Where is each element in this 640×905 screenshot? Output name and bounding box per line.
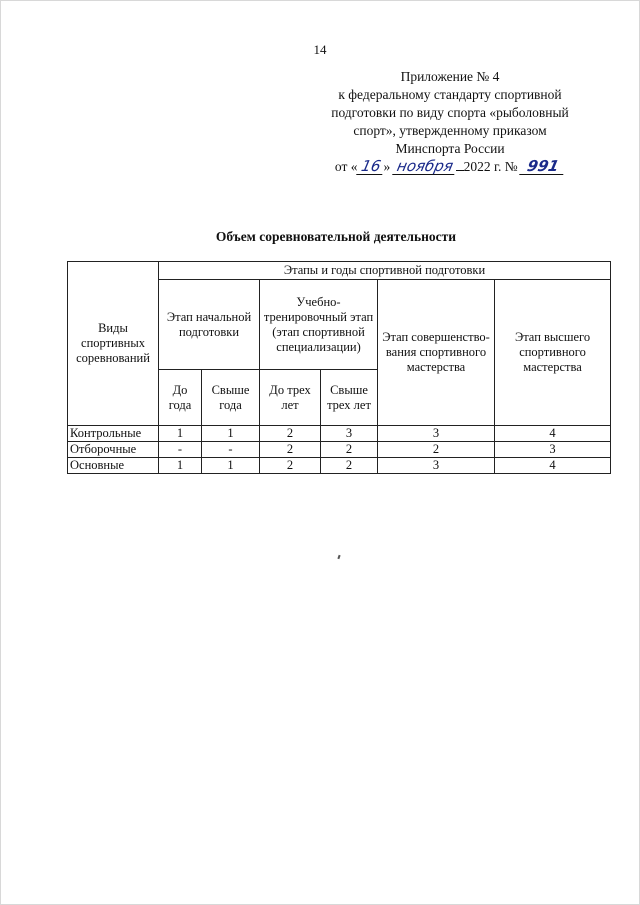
sub-header-over-year: Свыше года: [202, 370, 260, 426]
table-cell: 4: [495, 426, 611, 442]
annex-line: к федеральному стандарту спортивной: [338, 87, 562, 102]
table-cell: 3: [321, 426, 378, 442]
annex-date-line: [300, 158, 600, 176]
table-cell: 4: [495, 458, 611, 474]
table-cell: 3: [495, 442, 611, 458]
sub-header-over-three: Свыше трех лет: [321, 370, 378, 426]
document-title: Объем соревновательной деятельности: [215, 229, 457, 244]
stage-initial-header: Этап начальной подготовки: [159, 280, 260, 370]
table-cell: -: [159, 442, 202, 458]
table-cell: -: [202, 442, 260, 458]
table-cell: 3: [378, 458, 495, 474]
handwritten-order-number: 991: [519, 158, 567, 175]
row-label: Отборочные: [68, 442, 159, 458]
row-label: Контрольные: [68, 426, 159, 442]
table-cell: 1: [159, 426, 202, 442]
date-prefix: от «: [334, 159, 358, 174]
table-row: [68, 426, 611, 442]
stage-training-header: Учебно-тренировочный этап (этап спортивной специализации): [260, 280, 378, 370]
stages-header: Этапы и годы спортивной подготовки: [159, 262, 611, 280]
annex-title: Приложение № 4: [400, 69, 500, 84]
page-number: 14: [313, 42, 327, 57]
table-cell: 3: [378, 426, 495, 442]
table-corner-header: Виды спортивных соревнований: [68, 262, 159, 426]
table-cell: 2: [260, 426, 321, 442]
handwritten-day: 16: [356, 158, 386, 175]
handwritten-month: ноября: [392, 158, 458, 175]
table-cell: 2: [321, 458, 378, 474]
competition-volume-table: [67, 261, 611, 474]
date-mid: »: [383, 159, 391, 174]
annex-line: Минспорта России: [395, 141, 505, 156]
table-cell: 1: [159, 458, 202, 474]
table-cell: 1: [202, 458, 260, 474]
table-row: [68, 458, 611, 474]
table-cell: 2: [260, 442, 321, 458]
row-label: Основные: [68, 458, 159, 474]
table-row: [68, 442, 611, 458]
stage-higher-header: Этап высшего спортивного мастерства: [495, 280, 611, 426]
annex-line: подготовки по виду спорта «рыболовный: [331, 105, 569, 120]
stage-improvement-header: Этап совершенство-вания спортивного мастерства: [378, 280, 495, 426]
table-cell: 2: [260, 458, 321, 474]
annex-block: [300, 68, 600, 176]
table-cell: 2: [321, 442, 378, 458]
date-year: 2022 г. №: [463, 159, 518, 174]
table-cell: 1: [202, 426, 260, 442]
annex-line: спорт», утвержденному приказом: [353, 123, 547, 138]
sub-header-up-to-year: До года: [159, 370, 202, 426]
sub-header-up-to-three: До трех лет: [260, 370, 321, 426]
table-cell: 2: [378, 442, 495, 458]
